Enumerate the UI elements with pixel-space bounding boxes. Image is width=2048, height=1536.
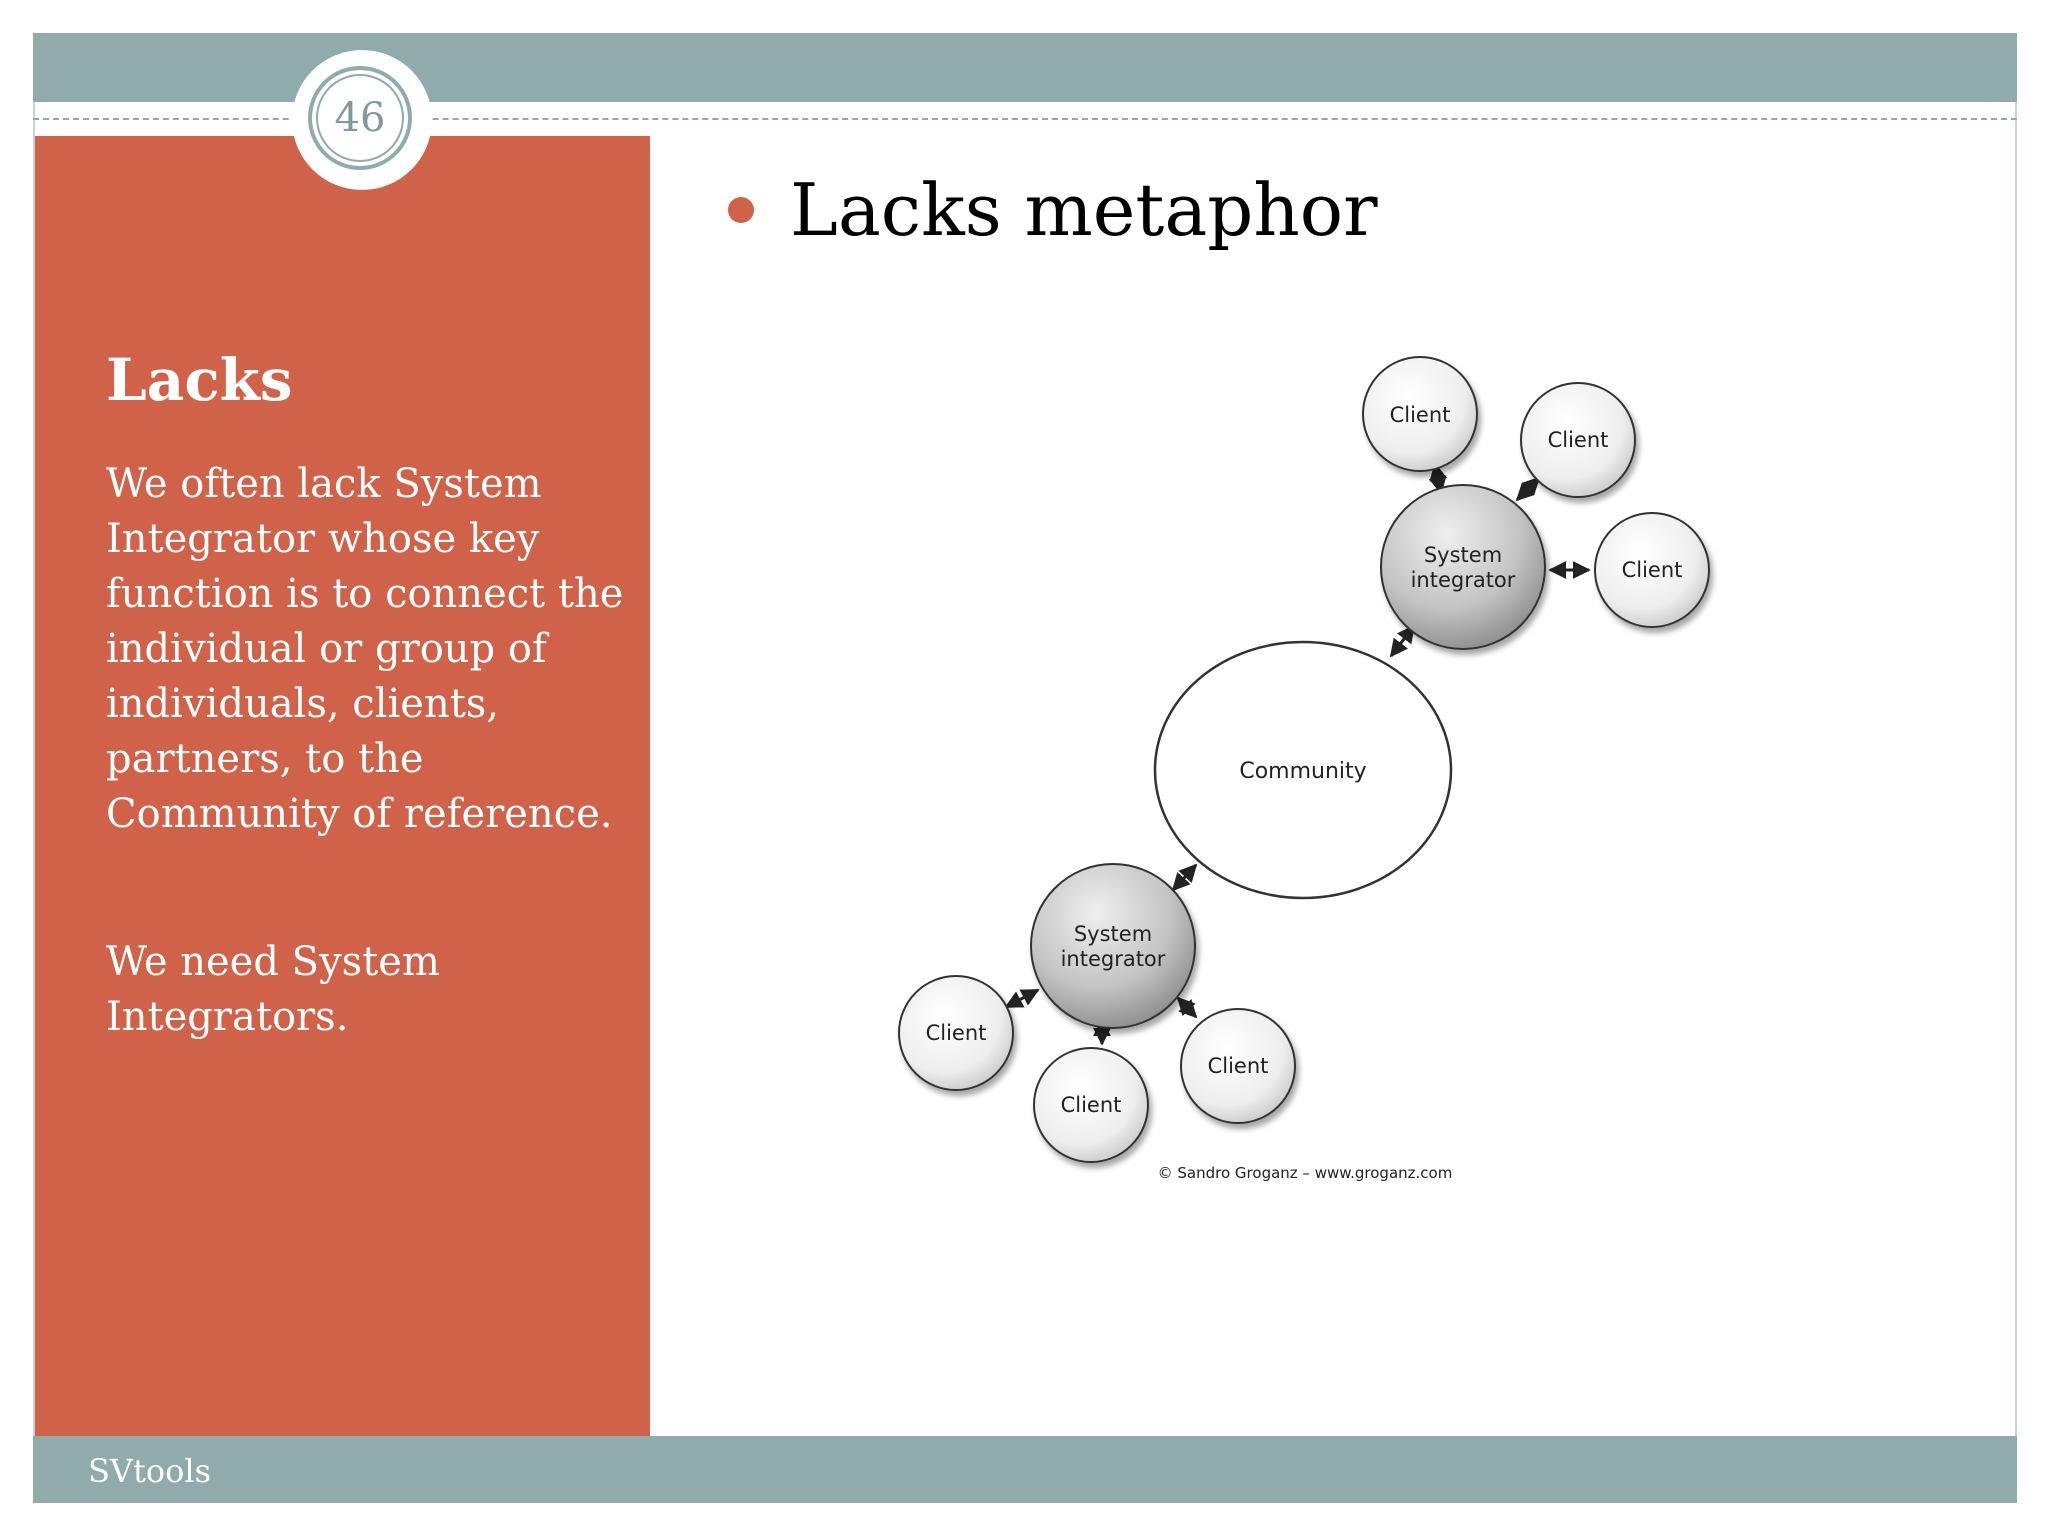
bullet-icon [728, 197, 754, 223]
community-node [1155, 642, 1451, 898]
client-label: Client [1621, 558, 1683, 582]
client-label: Client [1207, 1054, 1269, 1078]
integrator-label-line2: integrator [1410, 568, 1516, 592]
connector-arrow [1006, 990, 1038, 1007]
footer-band [33, 1436, 2017, 1503]
community-label: Community [1239, 759, 1367, 784]
sidebar-paragraph: We need System Integrators. [106, 939, 440, 1040]
diagram [650, 290, 2016, 1290]
connector-arrow [1178, 998, 1196, 1017]
client-label: Client [1389, 403, 1451, 427]
connector-arrow [1173, 865, 1196, 890]
integrator-label-line1: System [1073, 922, 1153, 946]
client-label: Client [925, 1021, 987, 1045]
integrator-label-line2: integrator [1060, 947, 1166, 971]
footer-label: SVtools [88, 1452, 212, 1490]
integrator-label-line1: System [1423, 543, 1503, 567]
bullet-text: Lacks metaphor [790, 168, 1378, 252]
connector-arrow [1517, 478, 1539, 500]
client-label: Client [1547, 428, 1609, 452]
system-integrator-node [1381, 485, 1545, 649]
client-label: Client [1060, 1093, 1122, 1117]
system-integrator-node [1031, 864, 1195, 1028]
community-diagram [650, 290, 2016, 1290]
image-credit: © Sandro Groganz – www.groganz.com [1157, 1164, 1453, 1182]
page-number-badge [294, 52, 430, 188]
bullet-item [728, 168, 1378, 252]
page-number: 46 [334, 95, 386, 141]
sidebar-title: Lacks [106, 346, 293, 414]
sidebar-paragraph: We often lack System Integrator whose key function is to connect the individual or group of individuals, clients, partners, to the Community of reference. [106, 461, 624, 837]
